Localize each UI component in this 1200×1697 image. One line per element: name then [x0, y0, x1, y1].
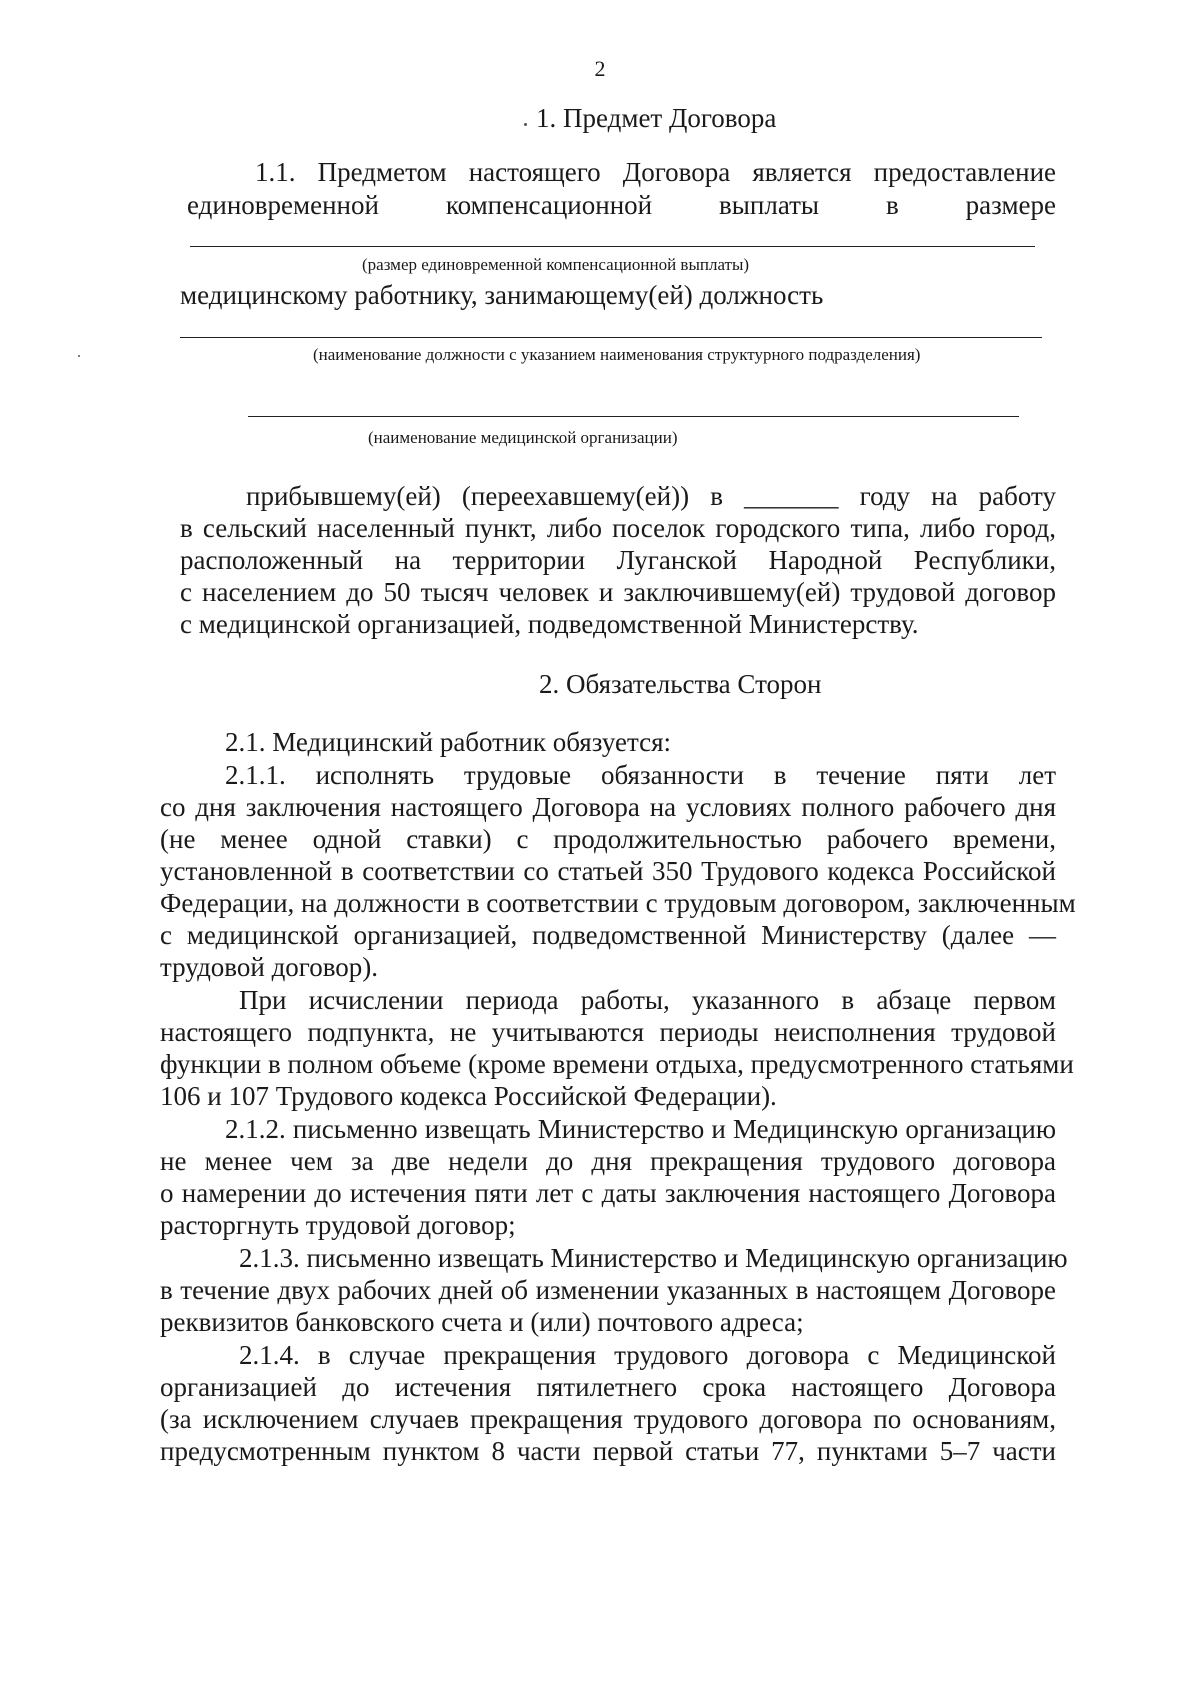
- scan-speck: [524, 123, 527, 126]
- amount-blank-line: [190, 246, 1035, 247]
- note-line-2: настоящего подпункта, не учитываются периоды неисполнения трудовой: [160, 1017, 1056, 1047]
- para-1-2-line-4: с населением до 50 тысяч человек и заключившему(ей) трудовой договор: [180, 577, 1056, 607]
- item-2-1-1-line-3: (не менее одной ставки) с продолжительностью рабочего времени,: [160, 824, 1056, 854]
- para-1-2-line-2: в сельский населенный пункт, либо поселок городского типа, либо город,: [180, 513, 1056, 543]
- page-number: 2: [594, 56, 606, 81]
- item-2-1-1-line-6: с медицинской организацией, подведомственной Министерству (далее —: [160, 920, 1056, 950]
- org-blank-line: [248, 416, 1019, 417]
- position-blank-line: [180, 337, 1042, 338]
- item-2-1-2-line-2: не менее чем за две недели до дня прекращения трудового договора: [160, 1146, 1056, 1176]
- scan-speck: [78, 355, 80, 357]
- item-2-1-3-line-2: в течение двух рабочих дней об изменении указанных в настоящем Договоре: [160, 1275, 1056, 1305]
- section-2-title: 2. Обязательства Сторон: [539, 669, 822, 699]
- item-2-1-3-line-1: 2.1.3. письменно извещать Министерство и Медицинскую организацию: [239, 1243, 1068, 1273]
- item-2-1-3-line-3: реквизитов банковского счета и (или) почтового адреса;: [160, 1307, 804, 1337]
- item-2-1-1-line-2: со дня заключения настоящего Договора на условиях полного рабочего дня: [160, 792, 1056, 822]
- item-2-1-2-line-1: 2.1.2. письменно извещать Министерство и Медицинскую организацию: [225, 1114, 1056, 1144]
- note-line-1: При исчислении периода работы, указанного в абзаце первом: [239, 985, 1056, 1015]
- item-2-1: 2.1. Медицинский работник обязуется:: [225, 727, 671, 757]
- item-2-1-4-line-4: предусмотренным пунктом 8 части первой статьи 77, пунктами 5–7 части: [160, 1436, 1056, 1466]
- para-1-1-line-1: 1.1. Предметом настоящего Договора является предоставление: [255, 157, 1056, 187]
- para-1-2-line-1: прибывшему(ей) (переехавшему(ей)) в _______ году на работу: [246, 481, 1056, 511]
- item-2-1-1-line-4: установленной в соответствии со статьей 350 Трудового кодекса Российской: [160, 856, 1056, 886]
- item-2-1-1-line-1: 2.1.1. исполнять трудовые обязанности в течение пяти лет: [225, 760, 1056, 790]
- para-1-2-line-5: с медицинской организацией, подведомственной Министерству.: [180, 609, 919, 639]
- position-line: медицинскому работнику, занимающему(ей) должность: [180, 280, 824, 310]
- para-1-1-line-2: единовременной компенсационной выплаты в размере: [187, 190, 1056, 220]
- caption-amount: (размер единовременной компенсационной выплаты): [362, 255, 750, 274]
- section-1-title: 1. Предмет Договора: [536, 103, 777, 133]
- item-2-1-1-line-5: Федерации, на должности в соответствии с трудовым договором, заключенным: [160, 888, 1076, 918]
- caption-org: (наименование медицинской организации): [368, 428, 678, 447]
- note-line-3: функции в полном объеме (кроме времени отдыха, предусмотренного статьями: [160, 1049, 1074, 1079]
- item-2-1-4-line-3: (за исключением случаев прекращения трудового договора по основаниям,: [160, 1404, 1056, 1434]
- item-2-1-2-line-3: о намерении до истечения пяти лет с даты заключения настоящего Договора: [160, 1178, 1056, 1208]
- para-1-2-line-3: расположенный на территории Луганской Народной Республики,: [180, 545, 1056, 575]
- item-2-1-4-line-2: организацией до истечения пятилетнего срока настоящего Договора: [160, 1372, 1056, 1402]
- caption-position: (наименование должности с указанием наименования структурного подразделения): [313, 345, 921, 364]
- note-line-4: 106 и 107 Трудового кодекса Российской Федерации).: [160, 1081, 777, 1111]
- item-2-1-1-line-7: трудовой договор).: [160, 952, 379, 982]
- item-2-1-2-line-4: расторгнуть трудовой договор;: [160, 1210, 516, 1240]
- item-2-1-4-line-1: 2.1.4. в случае прекращения трудового договора с Медицинской: [239, 1340, 1056, 1370]
